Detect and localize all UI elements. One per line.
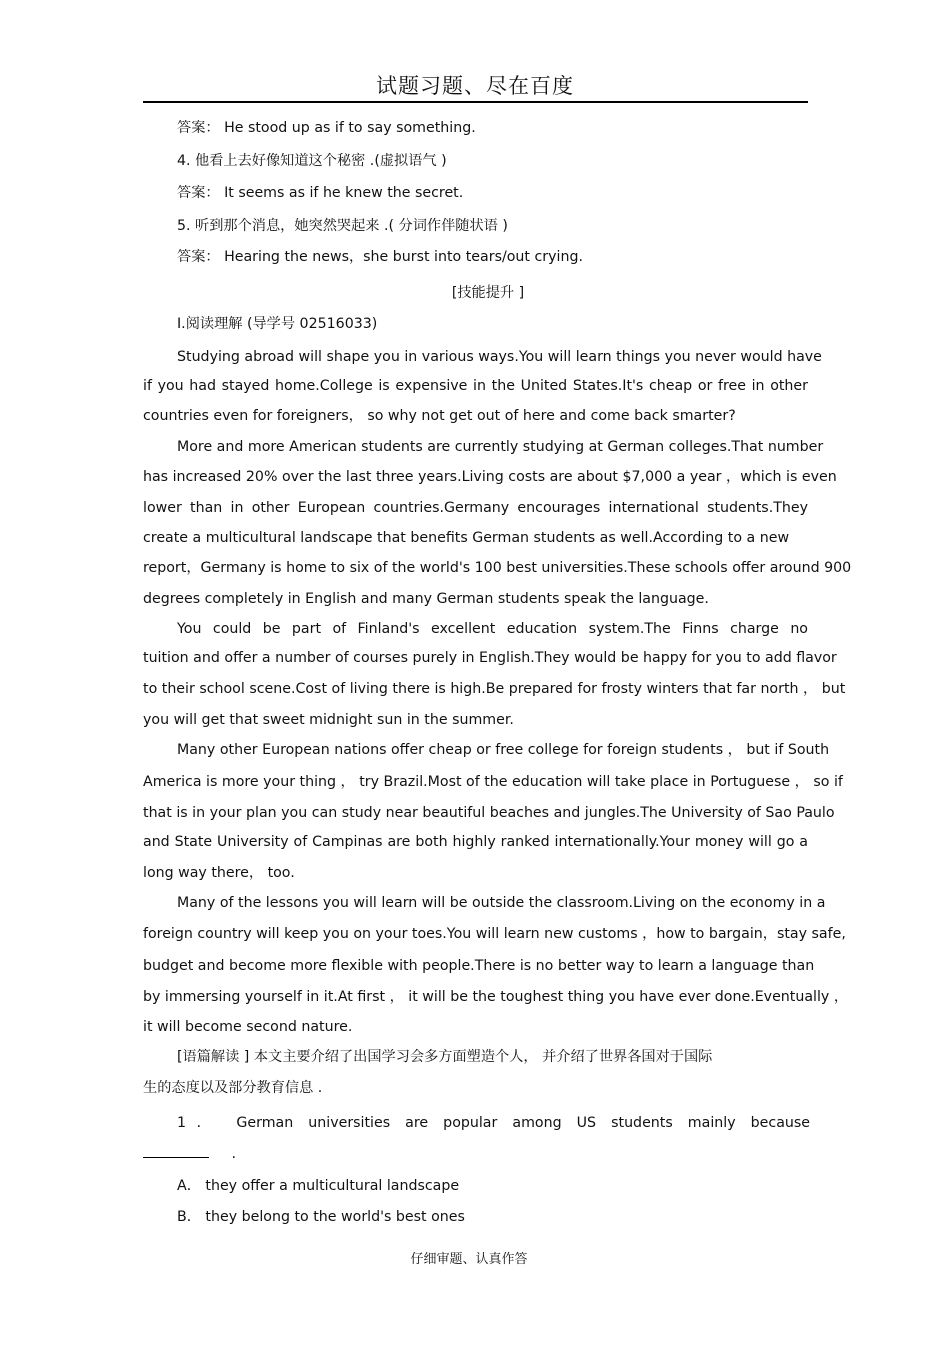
summary-line: 生的态度以及部分教育信息 . (143, 1080, 323, 1096)
part-title: Ⅰ.阅读理解 (导学号 02516033) (177, 316, 378, 332)
exercise-item: 4. 他看上去好像知道这个秘密 .(虚拟语气 ) (177, 153, 447, 169)
page-header-title: 试题习题、尽在百度 (376, 74, 574, 98)
passage-line: you will get that sweet midnight sun in the summer. (143, 712, 514, 728)
summary-line: [语篇解读 ] 本文主要介绍了出国学习会多方面塑造个人， 并介绍了世界各国对于国际 (177, 1049, 713, 1065)
header-divider (143, 101, 808, 103)
passage-line: has increased 20% over the last three years.Living costs are about $7,000 a year ，which is even (143, 469, 837, 485)
passage-line: countries even for foreigners， so why not get out of here and come back smarter? (143, 408, 736, 424)
answer-line: 答案： He stood up as if to say something. (177, 120, 476, 136)
question-stem: 1． German universities are popular among US students mainly because (177, 1115, 810, 1131)
passage-line: lower than in other European countries.Germany encourages international students.They (143, 500, 808, 516)
passage-line: You could be part of Finland's excellent education system.The Finns charge no (177, 621, 808, 637)
question-stem-end: . (231, 1146, 237, 1162)
answer-line: 答案： It seems as if he knew the secret. (177, 185, 464, 201)
page-footer: 仔细审题、认真作答 (410, 1252, 528, 1267)
passage-line: it will become second nature. (143, 1019, 353, 1035)
passage-line: create a multicultural landscape that benefits German students as well.According to a new (143, 530, 790, 546)
passage-line: More and more American students are currently studying at German colleges.That number (177, 439, 824, 455)
passage-line: Many other European nations offer cheap or free college for foreign students ， but if South (177, 742, 830, 758)
passage-line: tuition and offer a number of courses purely in English.They would be happy for you to add flavor (143, 650, 837, 666)
passage-line: Many of the lessons you will learn will be outside the classroom.Living on the economy in a (177, 895, 826, 911)
passage-line: Studying abroad will shape you in various ways.You will learn things you never would have (177, 349, 822, 365)
answer-line: 答案： Hearing the news，she burst into tears/out crying. (177, 249, 583, 265)
passage-line: report，Germany is home to six of the world's 100 best universities.These schools offer around 900 (143, 560, 852, 576)
passage-line: by immersing yourself in it.At first ， it will be the toughest thing you have ever done.Eventually ， (143, 989, 849, 1005)
question-blank-line (143, 1144, 808, 1164)
exercise-item: 5. 听到那个消息，她突然哭起来 .( 分词作伴随状语 ) (177, 218, 508, 234)
passage-line: America is more your thing ， try Brazil.Most of the education will take place in Portuguese ， so if (143, 774, 843, 790)
passage-line: foreign country will keep you on your toes.You will learn new customs ，how to bargain，stay safe, (143, 926, 846, 942)
passage-line: that is in your plan you can study near beautiful beaches and jungles.The University of Sao Paulo (143, 805, 835, 821)
passage-line: budget and become more flexible with people.There is no better way to learn a language than (143, 958, 815, 974)
passage-line: long way there， too. (143, 865, 295, 881)
option-a: A． they offer a multicultural landscape (177, 1178, 460, 1194)
passage-line: degrees completely in English and many German students speak the language. (143, 591, 709, 607)
passage-line: to their school scene.Cost of living there is high.Be prepared for frosty winters that far north ， but (143, 681, 846, 697)
passage-line: and State University of Campinas are both highly ranked internationally.Your money will go a (143, 834, 808, 850)
passage-line: if you had stayed home.College is expensive in the United States.It's cheap or free in other (143, 378, 808, 394)
answer-blank (143, 1145, 209, 1158)
option-b: B． they belong to the world's best ones (177, 1209, 465, 1225)
section-heading: [技能提升 ] (451, 285, 525, 301)
